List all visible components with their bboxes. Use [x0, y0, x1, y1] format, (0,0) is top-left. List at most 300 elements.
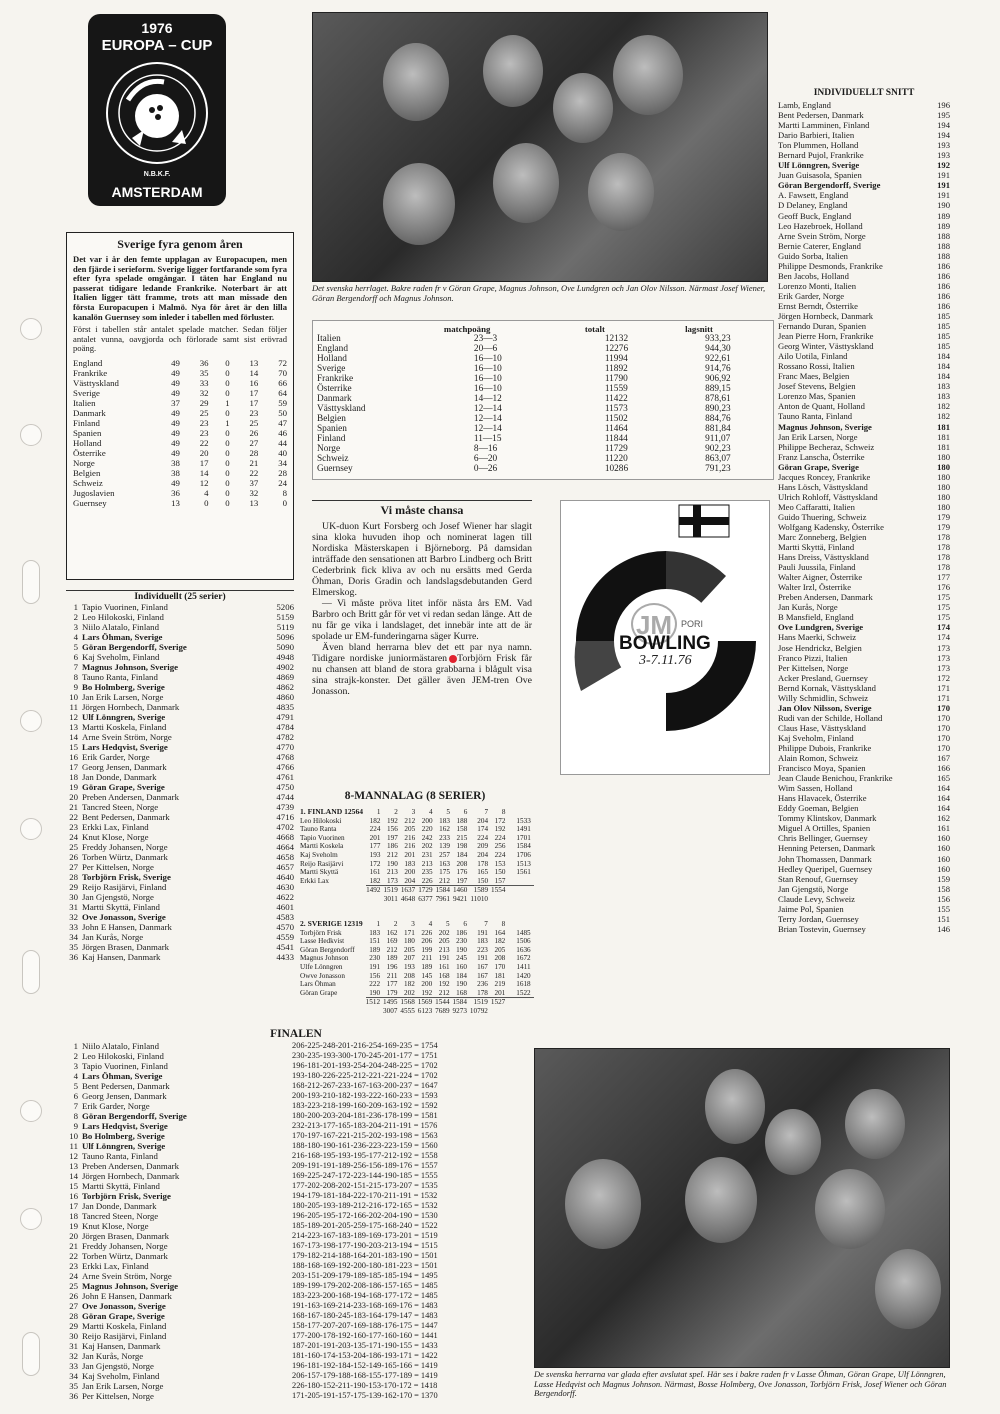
poster-jm: JM	[631, 603, 677, 645]
history-box	[66, 232, 294, 580]
finalen-name	[82, 1331, 292, 1341]
snitt-row	[778, 823, 950, 833]
individual-rank: 1	[73, 602, 78, 612]
finalen-row	[66, 1321, 438, 1331]
team8-score: 207	[404, 954, 415, 963]
snitt-name	[778, 140, 933, 150]
snitt-avg: 186	[937, 260, 950, 271]
standings-value: 12—14	[473, 414, 502, 424]
history-row	[73, 408, 287, 418]
history-value: 0	[204, 497, 209, 508]
snitt-avg: 185	[937, 341, 950, 352]
individual-row	[66, 932, 294, 942]
snitt-name	[778, 251, 933, 261]
standings-row	[317, 364, 769, 374]
individual-name	[82, 902, 264, 912]
snitt-avg: 179	[937, 511, 950, 522]
snitt-avg: 178	[937, 562, 950, 573]
snitt-row	[778, 643, 950, 653]
history-value: 66	[278, 377, 287, 388]
individual-row	[66, 922, 294, 932]
team8-score: 224	[477, 833, 489, 842]
snitt-player: Franco Pizzi, Italien	[778, 652, 848, 663]
snitt-player: Jan Olov Nilsson, Sverige	[778, 702, 872, 713]
team8-score: 178	[477, 988, 488, 997]
individual-rank: 10	[69, 692, 78, 702]
snitt-row	[778, 110, 950, 120]
snitt-player: Marc Zonneberg, Belgien	[778, 532, 867, 543]
snitt-avg: 165	[937, 773, 950, 784]
team8-player: Owve Jonasson	[300, 971, 345, 980]
team8-score: 201	[494, 988, 506, 997]
snitt-row	[778, 391, 950, 401]
individual-row	[66, 882, 294, 892]
team8-total: 7961	[435, 894, 450, 903]
snitt-player: Miguel A Ortilles, Spanien	[778, 823, 871, 834]
snitt-avg: 180	[937, 461, 950, 472]
history-value: 35	[199, 367, 209, 378]
team8-total: 1544	[435, 998, 452, 1007]
team8-score: 168	[438, 971, 450, 980]
finalen-series: 226-180-152-211-190-153-170-172 = 1418	[292, 1381, 438, 1390]
snitt-name	[778, 241, 933, 251]
snitt-avg: 193	[937, 140, 950, 151]
history-row	[73, 388, 287, 398]
history-value: 36	[199, 357, 209, 368]
individual-name	[82, 862, 264, 872]
snitt-player: Per Kittelsen, Norge	[778, 662, 849, 673]
snitt-name	[778, 793, 933, 803]
snitt-name	[778, 432, 933, 442]
standings-row	[317, 464, 769, 474]
snitt-name	[778, 542, 933, 552]
team8-score: 176	[456, 868, 468, 877]
team8-score: 183	[439, 816, 450, 825]
standings-value: 11559	[604, 384, 628, 394]
snitt-name	[778, 643, 933, 653]
article-body: UK-duon Kurt Forsberg och Josef Wiener har slagit sina kloka huvuden ihop och nominerat lagen till Nordiska Mästerskapen i Björneborg. På damsidan inträffade den sensationen att Barbro Lindberg och Britt Cederbrink fick kliva av och nu ersätts med Gerda Öhman, Doris Gradin och landslagsdebutanden Gerd Elmerskog.	[312, 521, 532, 598]
team8-total: 3007	[383, 1006, 398, 1015]
snitt-name	[778, 622, 933, 632]
team8-score: 167	[477, 962, 488, 971]
team8-score: 172	[494, 816, 506, 825]
team8-score: 190	[387, 859, 398, 868]
individual-name	[82, 812, 264, 822]
snitt-avg: 170	[937, 722, 950, 733]
individual-row	[66, 852, 294, 862]
team8-total: 9421	[452, 894, 468, 903]
team8-player-row	[300, 963, 534, 972]
snitt-row	[778, 914, 950, 924]
finalen-name	[82, 1111, 292, 1121]
team8-game-number: 6	[463, 808, 468, 816]
snitt-avg: 189	[937, 220, 950, 231]
snitt-row	[778, 733, 950, 743]
individual-rank: 12	[69, 712, 78, 722]
individual-score: 4657	[276, 862, 294, 872]
team8-score: 196	[386, 962, 398, 971]
snitt-avg: 178	[937, 532, 950, 543]
team8-score: 157	[494, 876, 506, 885]
finalen-row	[66, 1081, 438, 1091]
snitt-name	[778, 894, 933, 904]
team8-score: 1701	[516, 833, 531, 842]
individual-name	[82, 652, 264, 662]
team8-score: 174	[477, 825, 489, 834]
finalen-rank: 29	[69, 1321, 78, 1331]
snitt-player: Bernard Pujol, Frankrike	[778, 150, 864, 161]
snitt-player: Philippe Becheraz, Schweiz	[778, 441, 875, 452]
individual-player: Göran Grape, Sverige	[82, 782, 165, 792]
snitt-name	[778, 512, 933, 522]
individual-rank: 13	[69, 722, 78, 732]
history-team: Jugoslavien	[73, 487, 115, 498]
standings-value: 0—26	[473, 464, 498, 474]
snitt-player: Arne Svein Ström, Norge	[778, 230, 866, 241]
snitt-row	[778, 241, 950, 251]
team8-score: 212	[387, 850, 398, 859]
finalen-player: Torbjörn Frisk, Sverige	[82, 1191, 171, 1201]
snitt-name	[778, 864, 933, 874]
snitt-avg: 178	[937, 552, 950, 563]
team8-score: 230	[456, 937, 467, 946]
snitt-name	[778, 100, 933, 110]
team8-score: 201	[369, 833, 381, 842]
team8-score: 161	[369, 868, 381, 877]
snitt-avg: 178	[937, 542, 950, 553]
finalen-rank: 5	[73, 1081, 78, 1091]
finalen-row	[66, 1121, 438, 1131]
team8-total: 1554	[491, 886, 508, 895]
finalen-row	[66, 1341, 438, 1351]
snitt-row	[778, 924, 950, 934]
finalen-rank: 35	[69, 1381, 78, 1391]
finalen-rank: 4	[73, 1071, 78, 1081]
finalen-row	[66, 1131, 438, 1141]
snitt-row	[778, 562, 950, 572]
finalen-player: Arne Svein Ström, Norge	[82, 1271, 172, 1281]
individual-player: Jan Donde, Danmark	[82, 772, 157, 782]
individual-row	[66, 672, 294, 682]
history-team: Sverige	[73, 387, 100, 398]
binder-hole	[20, 710, 42, 732]
team8-score: 183	[477, 937, 488, 946]
poster-pori: PORI	[681, 619, 704, 629]
history-row	[73, 448, 287, 458]
snitt-row	[778, 693, 950, 703]
individual-score: 4658	[276, 852, 294, 862]
team8-game-number: 8	[501, 920, 506, 928]
history-value: 49	[171, 417, 180, 428]
standings-team: Spanien	[317, 424, 347, 434]
snitt-player: Martti Lamminen, Finland	[778, 120, 870, 131]
team8-score: 200	[421, 980, 433, 989]
finalen-row	[66, 1231, 438, 1241]
finalen-player: Lars Öhman, Sverige	[82, 1071, 163, 1081]
snitt-avg: 177	[937, 572, 950, 583]
standings-value: 902,23	[705, 444, 731, 454]
snitt-avg: 186	[937, 280, 950, 291]
individual-player: Tapio Vuorinen, Finland	[82, 602, 168, 612]
finalen-player: Tapio Vuorinen, Finland	[82, 1061, 168, 1071]
snitt-player: Bernie Caterer, England	[778, 240, 861, 251]
team8-score: 182	[369, 816, 381, 825]
snitt-name	[778, 833, 933, 843]
individual-name	[82, 832, 264, 842]
history-value: 44	[278, 437, 287, 448]
team8-score: 198	[456, 842, 468, 851]
history-team: Italien	[73, 397, 96, 408]
history-value: 49	[171, 367, 180, 378]
individual-score: 4716	[276, 812, 294, 822]
finalen-row	[66, 1211, 438, 1221]
snitt-player: Martti Skyttä, Finland	[778, 542, 855, 553]
snitt-row	[778, 432, 950, 442]
individual-name	[82, 682, 264, 692]
standings-value: 884,76	[705, 414, 731, 424]
finalen-name	[82, 1131, 292, 1141]
finalen-name	[82, 1261, 292, 1271]
team8-player-row	[300, 817, 534, 826]
snitt-name	[778, 552, 933, 562]
standings-value: 16—10	[473, 354, 502, 364]
team8-score: 211	[421, 954, 433, 963]
finalen-series: 171-205-191-157-175-139-162-170 = 1370	[292, 1391, 438, 1400]
standings-value: 944,30	[705, 344, 731, 354]
finalen-series: 168-212-267-233-167-163-200-237 = 1647	[292, 1081, 438, 1090]
snitt-name	[778, 180, 933, 190]
snitt-row	[778, 381, 950, 391]
history-value: 49	[171, 427, 180, 438]
individual-rank: 27	[69, 862, 78, 872]
finalen-player: Bo Holmberg, Sverige	[82, 1131, 165, 1141]
history-row	[73, 438, 287, 448]
history-value: 49	[171, 437, 180, 448]
individual-rank: 33	[69, 922, 78, 932]
history-value: 13	[249, 357, 259, 368]
individual-rank: 5	[73, 642, 78, 652]
snitt-row	[778, 452, 950, 462]
team8-score: 177	[369, 842, 381, 851]
finalen-rank: 18	[69, 1211, 78, 1221]
team8-score: 235	[421, 868, 433, 877]
individual-player: Jörgen Hornbech, Danmark	[82, 702, 180, 712]
team8-finland-table	[300, 808, 534, 904]
history-value: 59	[278, 397, 287, 408]
finalen-name	[82, 1121, 292, 1131]
snitt-row	[778, 763, 950, 773]
individual-rank: 31	[69, 902, 78, 912]
team8-score: 188	[456, 816, 468, 825]
finalen-row	[66, 1161, 438, 1171]
finalen-name	[82, 1211, 292, 1221]
individual-row	[66, 782, 294, 792]
snitt-row	[778, 482, 950, 492]
finalen-player: Jörgen Hornbech, Danmark	[82, 1171, 180, 1181]
history-value: 49	[171, 377, 180, 388]
history-intro: Det var i år den femte upplagan av Europacupen, men den fjärde i serieform. Sverige ligger fortfarande som fyra efter fyra spelade omgångar. I täten har England nu passerat tidigare ledande Frankrike. Noterbart är att Italien ligger tätt framme, trots att man missade den första Europacupen i Malmö. Nya för året är den lilla kanalön Guernsey som inleder i tabellen med förluster.	[73, 254, 287, 322]
individual-score: 4630	[276, 882, 294, 892]
finalen-name	[82, 1281, 292, 1291]
history-value: 72	[278, 357, 287, 368]
snitt-player: Kaj Sveholm, Finland	[778, 732, 854, 743]
team8-player-row	[300, 842, 534, 851]
snitt-avg: 174	[937, 622, 950, 633]
history-title: Sverige fyra genom åren	[117, 237, 243, 251]
team8-player-row	[300, 929, 534, 938]
history-value: 46	[278, 427, 287, 438]
history-value: 0	[225, 377, 230, 388]
snitt-row	[778, 572, 950, 582]
snitt-avg: 173	[937, 642, 950, 653]
individual-player: Torbjörn Frisk, Sverige	[82, 872, 171, 882]
finalen-name	[82, 1081, 292, 1091]
individual-score: 4601	[276, 902, 294, 912]
team8-total: 1584	[453, 998, 470, 1007]
team8-total: 1637	[401, 886, 418, 895]
binder-slot	[22, 560, 40, 604]
finalen-series: 183-223-218-199-160-209-163-192 = 1592	[292, 1101, 438, 1110]
finalen-player: Lars Hedqvist, Sverige	[82, 1121, 168, 1131]
snitt-avg: 170	[937, 732, 950, 743]
snitt-row	[778, 251, 950, 261]
finalen-name	[82, 1271, 292, 1281]
individual-name	[82, 662, 264, 672]
finalen-rank: 36	[69, 1391, 78, 1401]
team8-score: 212	[439, 876, 450, 885]
standings-value: 11464	[604, 424, 628, 434]
finalen-series: 206-225-248-201-216-254-169-235 = 1754	[292, 1041, 438, 1050]
individual-row	[66, 642, 294, 652]
individual-score: 4770	[276, 742, 294, 752]
team8-score: 180	[404, 937, 415, 946]
team8-score: 205	[404, 945, 415, 954]
history-value: 32	[199, 387, 209, 398]
team8-score: 189	[369, 945, 381, 954]
team8-total: 11010	[470, 894, 489, 903]
snitt-name	[778, 904, 933, 914]
individual-row	[66, 752, 294, 762]
finalen-row	[66, 1301, 438, 1311]
team8-game-number: 4	[428, 808, 433, 816]
history-value: 22	[249, 467, 259, 478]
team8-player-row	[300, 954, 534, 963]
snitt-name	[778, 482, 933, 492]
snitt-player: Jacques Roncey, Frankrike	[778, 471, 871, 482]
individual-player: Kaj Sveholm, Finland	[82, 652, 160, 662]
individual-score: 4559	[276, 932, 294, 942]
team8-total	[508, 998, 533, 1007]
team8-player: Martti Koskela	[300, 842, 344, 851]
snitt-name	[778, 231, 933, 241]
individual-table	[66, 602, 294, 962]
standings-row	[317, 394, 769, 404]
team8-score: 213	[387, 868, 398, 877]
individual-name	[82, 712, 264, 722]
individual-name	[82, 672, 264, 682]
snitt-player: Chris Bellinger, Guernsey	[778, 833, 868, 844]
snitt-name	[778, 582, 933, 592]
logo-ring-bottom: N.B.K.F.	[143, 171, 171, 178]
finalen-row	[66, 1191, 438, 1201]
snitt-player: Hans Dreiss, Västtyskland	[778, 552, 869, 563]
team8-total-row	[300, 998, 534, 1007]
history-row	[73, 458, 287, 468]
team8-total	[508, 895, 533, 904]
standings-row	[317, 444, 769, 454]
finalen-series: 206-157-179-188-168-155-177-189 = 1419	[292, 1371, 438, 1380]
team8-score: 215	[456, 833, 468, 842]
standings-value: 889,15	[705, 384, 731, 394]
poster-date: 3-7.11.76	[639, 653, 692, 668]
history-team: Frankrike	[73, 367, 108, 378]
individual-score: 4791	[276, 712, 294, 722]
snitt-player: Franz Lanscha, Österrike	[778, 451, 865, 462]
snitt-row	[778, 442, 950, 452]
team8-score: 1485	[516, 928, 531, 937]
snitt-avg: 173	[937, 662, 950, 673]
history-value: 34	[278, 457, 287, 468]
history-row	[73, 428, 287, 438]
history-value: 33	[199, 377, 209, 388]
team8-player: Erkki Lax	[300, 877, 329, 885]
snitt-row	[778, 663, 950, 673]
snitt-avg: 180	[937, 471, 950, 482]
standings-value: 11—15	[473, 434, 502, 444]
snitt-row	[778, 673, 950, 683]
finalen-name	[82, 1231, 292, 1241]
team8-score: 1506	[516, 937, 531, 946]
history-value: 0	[225, 357, 230, 368]
article-body-3: Även bland herrarna blev det ett par nya namn. Tidigare nordiske juniormästaren	[312, 642, 532, 664]
team8-score: 211	[386, 971, 398, 980]
team8-player-row	[300, 860, 534, 869]
finalen-series: 189-199-179-202-208-186-157-165 = 1485	[292, 1281, 438, 1290]
individual-row	[66, 602, 294, 612]
standings-value: 14—12	[473, 394, 502, 404]
snitt-avg: 181	[937, 421, 950, 432]
snitt-row	[778, 612, 950, 622]
individual-player: Jan Kurås, Norge	[82, 932, 144, 942]
individual-name	[82, 732, 264, 742]
finalen-player: Jan Gjengstö, Norge	[82, 1361, 154, 1371]
article-title: Vi måste chansa	[312, 500, 532, 518]
team8-score: 190	[369, 988, 381, 997]
team8-game-number: 3	[411, 920, 415, 928]
snitt-player: Juan Guisasola, Spanien	[778, 170, 862, 181]
history-value: 0	[225, 407, 230, 418]
team8-total: 1527	[491, 998, 508, 1007]
snitt-row	[778, 190, 950, 200]
snitt-avg: 182	[937, 401, 950, 412]
snitt-name	[778, 341, 933, 351]
team8-score: 205	[404, 825, 416, 834]
team8-game-number: 7	[484, 808, 489, 816]
individual-rank: 19	[69, 782, 78, 792]
finalen-rank: 33	[69, 1361, 78, 1371]
finalen-series: 214-223-167-183-189-169-173-201 = 1519	[292, 1231, 438, 1240]
finalen-series: 183-223-200-168-194-168-177-172 = 1485	[292, 1291, 438, 1300]
team8-total: 1589	[470, 886, 491, 895]
snitt-name	[778, 211, 933, 221]
individual-section	[66, 590, 294, 962]
history-value: 20	[199, 447, 209, 458]
standings-row	[317, 414, 769, 424]
snitt-avg: 170	[937, 702, 950, 713]
team8-player-row	[300, 946, 534, 955]
history-value: 13	[171, 497, 180, 508]
individual-rank: 29	[69, 882, 78, 892]
